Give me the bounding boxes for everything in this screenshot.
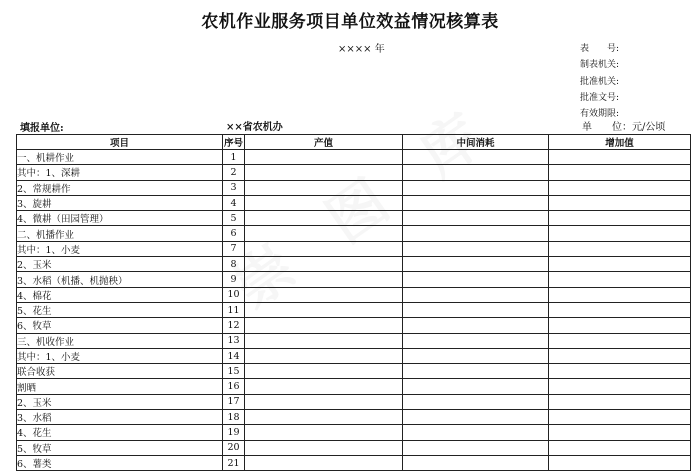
row-seq-number: 15 [223,364,245,379]
meta-approval-number: 批准文号: [580,92,620,103]
table-row [17,410,691,425]
row-item-label: 一、机耕作业 [17,150,223,165]
table-row [17,394,691,409]
output-value-cell[interactable] [245,195,403,210]
output-value-cell[interactable] [245,318,403,333]
output-value-cell[interactable] [245,272,403,287]
meta-validity-period: 有效期限: [580,109,620,120]
output-value-cell[interactable] [245,180,403,195]
value-added-cell[interactable] [549,455,691,470]
row-seq-number: 21 [223,455,245,470]
table-row [17,302,691,317]
row-item-label: 6、薯类 [17,455,223,470]
value-added-cell[interactable] [549,410,691,425]
table-row [17,211,691,226]
table-row [17,150,691,165]
value-added-cell[interactable] [549,394,691,409]
table-header-row [17,135,691,150]
meta-issuing-authority: 制表机关: [580,60,620,71]
row-item-label: 4、微耕（田园管理） [17,211,223,226]
table-row [17,455,691,470]
row-seq-number: 1 [223,150,245,165]
value-added-cell[interactable] [549,379,691,394]
value-added-cell[interactable] [549,425,691,440]
report-title: 农机作业服务项目单位效益情况核算表 [201,12,499,32]
accounting-table [16,134,691,471]
table-row [17,440,691,455]
table-row [17,165,691,180]
output-value-cell[interactable] [245,394,403,409]
row-seq-number: 6 [223,226,245,241]
value-added-cell[interactable] [549,165,691,180]
row-item-label: 3、水稻（机播、机抛秧） [17,272,223,287]
row-item-label: 3、旋耕 [17,195,223,210]
table-row [17,348,691,363]
value-added-cell[interactable] [549,440,691,455]
row-seq-number: 19 [223,425,245,440]
output-value-cell[interactable] [245,302,403,317]
output-value-cell[interactable] [245,333,403,348]
row-item-label: 其中：1、小麦 [17,348,223,363]
intermediate-consumption-cell[interactable] [403,348,549,363]
col-header-intermediate-consumption: 中间消耗 [403,135,549,150]
row-seq-number: 16 [223,379,245,394]
value-added-cell[interactable] [549,348,691,363]
col-header-item: 项目 [17,135,223,150]
table-row [17,180,691,195]
table-row [17,318,691,333]
intermediate-consumption-cell[interactable] [403,272,549,287]
table-row [17,195,691,210]
row-item-label: 4、棉花 [17,287,223,302]
row-item-label: 6、牧草 [17,318,223,333]
output-value-cell[interactable] [245,150,403,165]
row-seq-number: 18 [223,410,245,425]
intermediate-consumption-cell[interactable] [403,440,549,455]
intermediate-consumption-cell[interactable] [403,318,549,333]
row-item-label: 联合收获 [17,364,223,379]
row-seq-number: 3 [223,180,245,195]
col-header-seq: 序号 [223,135,245,150]
intermediate-consumption-cell[interactable] [403,195,549,210]
row-seq-number: 13 [223,333,245,348]
value-added-cell[interactable] [549,241,691,256]
meta-approving-authority: 批准机关: [580,76,620,87]
row-seq-number: 12 [223,318,245,333]
table-row [17,287,691,302]
row-item-label: 2、玉米 [17,394,223,409]
value-added-cell[interactable] [549,211,691,226]
value-added-cell[interactable] [549,226,691,241]
output-value-cell[interactable] [245,425,403,440]
value-added-cell[interactable] [549,257,691,272]
row-item-label: 二、机播作业 [17,226,223,241]
row-item-label: 5、花生 [17,302,223,317]
row-item-label: 2、玉米 [17,257,223,272]
value-added-cell[interactable] [549,302,691,317]
table-row [17,379,691,394]
table-row [17,364,691,379]
row-item-label: 三、机收作业 [17,333,223,348]
row-seq-number: 14 [223,348,245,363]
output-value-cell[interactable] [245,211,403,226]
intermediate-consumption-cell[interactable] [403,333,549,348]
row-item-label: 其中：1、小麦 [17,241,223,256]
value-added-cell[interactable] [549,195,691,210]
output-value-cell[interactable] [245,440,403,455]
output-value-cell[interactable] [245,364,403,379]
table-row [17,272,691,287]
intermediate-consumption-cell[interactable] [403,287,549,302]
table-row [17,241,691,256]
value-added-cell[interactable] [549,272,691,287]
table-row [17,257,691,272]
value-added-cell[interactable] [549,180,691,195]
value-added-cell[interactable] [549,150,691,165]
row-seq-number: 8 [223,257,245,272]
output-value-cell[interactable] [245,226,403,241]
intermediate-consumption-cell[interactable] [403,364,549,379]
output-value-cell[interactable] [245,241,403,256]
row-seq-number: 7 [223,241,245,256]
value-added-cell[interactable] [549,318,691,333]
row-seq-number: 5 [223,211,245,226]
output-value-cell[interactable] [245,287,403,302]
intermediate-consumption-cell[interactable] [403,394,549,409]
intermediate-consumption-cell[interactable] [403,226,549,241]
meta-table-number: 表 号: [580,44,620,54]
intermediate-consumption-cell[interactable] [403,379,549,394]
currency-unit: 单 位：元/公顷 [582,122,666,133]
row-item-label: 2、常规耕作 [17,180,223,195]
value-added-cell[interactable] [549,364,691,379]
col-header-value-added: 增加值 [549,135,691,150]
row-item-label: 割晒 [17,379,223,394]
row-seq-number: 9 [223,272,245,287]
col-header-output-value: 产值 [245,135,403,150]
table-row [17,333,691,348]
output-value-cell[interactable] [245,410,403,425]
table-row [17,226,691,241]
report-meta [580,41,619,122]
row-item-label: 5、牧草 [17,440,223,455]
intermediate-consumption-cell[interactable] [403,455,549,470]
intermediate-consumption-cell[interactable] [403,241,549,256]
row-item-label: 4、花生 [17,425,223,440]
reporting-unit-value: ××省农机办 [226,122,283,133]
table-row [17,425,691,440]
intermediate-consumption-cell[interactable] [403,211,549,226]
intermediate-consumption-cell[interactable] [403,150,549,165]
output-value-cell[interactable] [245,165,403,180]
intermediate-consumption-cell[interactable] [403,302,549,317]
row-seq-number: 11 [223,302,245,317]
row-seq-number: 17 [223,394,245,409]
row-item-label: 其中：1、深耕 [17,165,223,180]
output-value-cell[interactable] [245,348,403,363]
output-value-cell[interactable] [245,257,403,272]
reporting-unit-label: 填报单位: [20,123,64,134]
row-item-label: 3、水稻 [17,410,223,425]
intermediate-consumption-cell[interactable] [403,425,549,440]
row-seq-number: 10 [223,287,245,302]
intermediate-consumption-cell[interactable] [403,180,549,195]
intermediate-consumption-cell[interactable] [403,410,549,425]
intermediate-consumption-cell[interactable] [403,165,549,180]
year-label: ×××× 年 [338,44,385,55]
value-added-cell[interactable] [549,333,691,348]
value-added-cell[interactable] [549,287,691,302]
row-seq-number: 2 [223,165,245,180]
output-value-cell[interactable] [245,455,403,470]
row-seq-number: 4 [223,195,245,210]
intermediate-consumption-cell[interactable] [403,257,549,272]
row-seq-number: 20 [223,440,245,455]
output-value-cell[interactable] [245,379,403,394]
